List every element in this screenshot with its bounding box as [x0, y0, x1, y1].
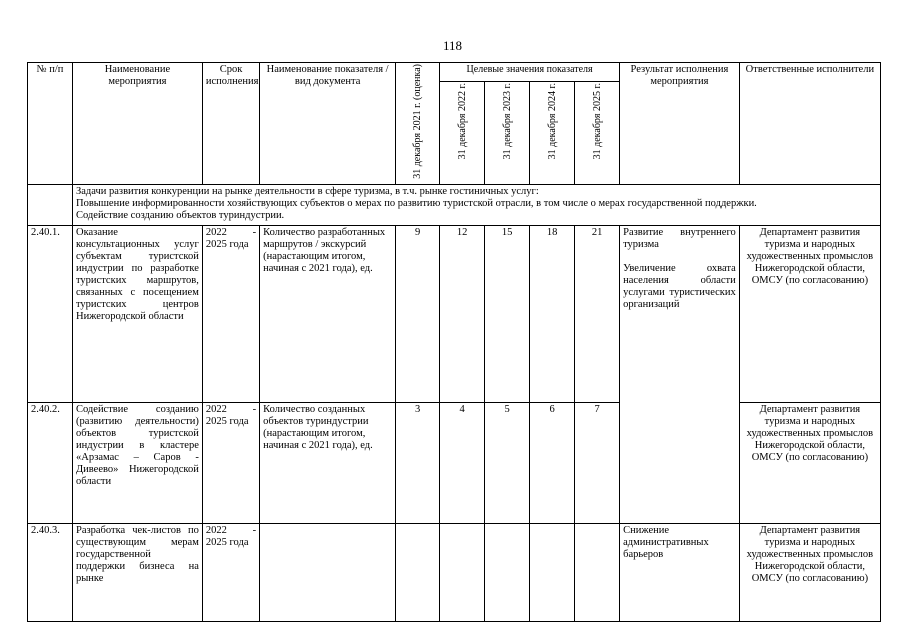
row-value-2025: 21	[575, 225, 620, 402]
header-responsible: Ответственные исполнители	[739, 63, 880, 185]
measures-table	[27, 62, 881, 622]
row-value-2025	[575, 523, 620, 621]
header-targets-group: Целевые значения показателя	[440, 63, 620, 82]
row-indicator: Количество разработанных маршрутов / экскурсий (нарастающим итогом, начиная с 2021 года), ед.	[260, 225, 396, 402]
row-result: Снижение административных барьеров	[620, 523, 740, 621]
row-event: Оказание консультационных услуг субъектам туристской индустрии по разработке туристских маршрутов, связанных с посещением туристских центров Нижегородской области	[72, 225, 202, 402]
header-target-2025: 31 декабря 2025 г.	[575, 81, 620, 184]
row-indicator: Количество созданных объектов туриндустрии (нарастающим итогом, начиная с 2021 года), ед.	[260, 402, 396, 523]
row-deadline: 2022 - 2025 года	[202, 402, 259, 523]
row-num: 2.40.3.	[28, 523, 73, 621]
row-value-2023: 15	[485, 225, 530, 402]
row-value-2021	[396, 523, 440, 621]
header-indicator-name: Наименование показателя / вид документа	[260, 63, 396, 185]
header-deadline: Срок исполнения	[202, 63, 259, 185]
header-event-name: Наименование мероприятия	[72, 63, 202, 185]
row-value-2023: 5	[485, 402, 530, 523]
row-value-2021: 9	[396, 225, 440, 402]
tasks-text: Задачи развития конкуренции на рынке деятельности в сфере туризма, в т.ч. рынке гостиничных услуг: Повышение информированности хозяйствующих субъектов о мерах по развитию туристской отрасли, в том числе о мерах государственной поддержки. Содействие созданию объектов туриндустрии.	[72, 184, 880, 225]
header-baseline: 31 декабря 2021 г. (оценка)	[396, 63, 440, 185]
row-num: 2.40.2.	[28, 402, 73, 523]
row-value-2025: 7	[575, 402, 620, 523]
table-row	[28, 225, 881, 402]
header-target-2024: 31 декабря 2024 г.	[530, 81, 575, 184]
row-event: Содействие созданию (развитию деятельности) объектов туристской индустрии в кластере «Арзамас – Саров - Дивеево» Нижегородской области	[72, 402, 202, 523]
row-responsible: Департамент развития туризма и народных художественных промыслов Нижегородской области, ОМСУ (по согласованию)	[739, 225, 880, 402]
header-target-2023: 31 декабря 2023 г.	[485, 81, 530, 184]
header-num: № п/п	[28, 63, 73, 185]
row-value-2024: 6	[530, 402, 575, 523]
row-result: Развитие внутреннего туризма Увеличение охвата населения области услугами туристических организаций	[620, 225, 740, 523]
row-responsible: Департамент развития туризма и народных художественных промыслов Нижегородской области, ОМСУ (по согласованию)	[739, 402, 880, 523]
table-row	[28, 523, 881, 621]
row-deadline: 2022 - 2025 года	[202, 225, 259, 402]
header-target-2022: 31 декабря 2022 г.	[440, 81, 485, 184]
page-number: 118	[442, 38, 463, 53]
row-value-2022: 4	[440, 402, 485, 523]
row-num: 2.40.1.	[28, 225, 73, 402]
row-value-2024	[530, 523, 575, 621]
row-value-2024: 18	[530, 225, 575, 402]
row-indicator	[260, 523, 396, 621]
row-value-2022	[440, 523, 485, 621]
tasks-num-cell	[28, 184, 73, 225]
row-responsible: Департамент развития туризма и народных художественных промыслов Нижегородской области, ОМСУ (по согласованию)	[739, 523, 880, 621]
row-event: Разработка чек-листов по существующим мерам государственной поддержки бизнеса на рынке	[72, 523, 202, 621]
row-value-2022: 12	[440, 225, 485, 402]
header-result: Результат исполнения мероприятия	[620, 63, 740, 185]
row-value-2021: 3	[396, 402, 440, 523]
row-value-2023	[485, 523, 530, 621]
row-deadline: 2022 - 2025 года	[202, 523, 259, 621]
table-row	[28, 402, 881, 523]
